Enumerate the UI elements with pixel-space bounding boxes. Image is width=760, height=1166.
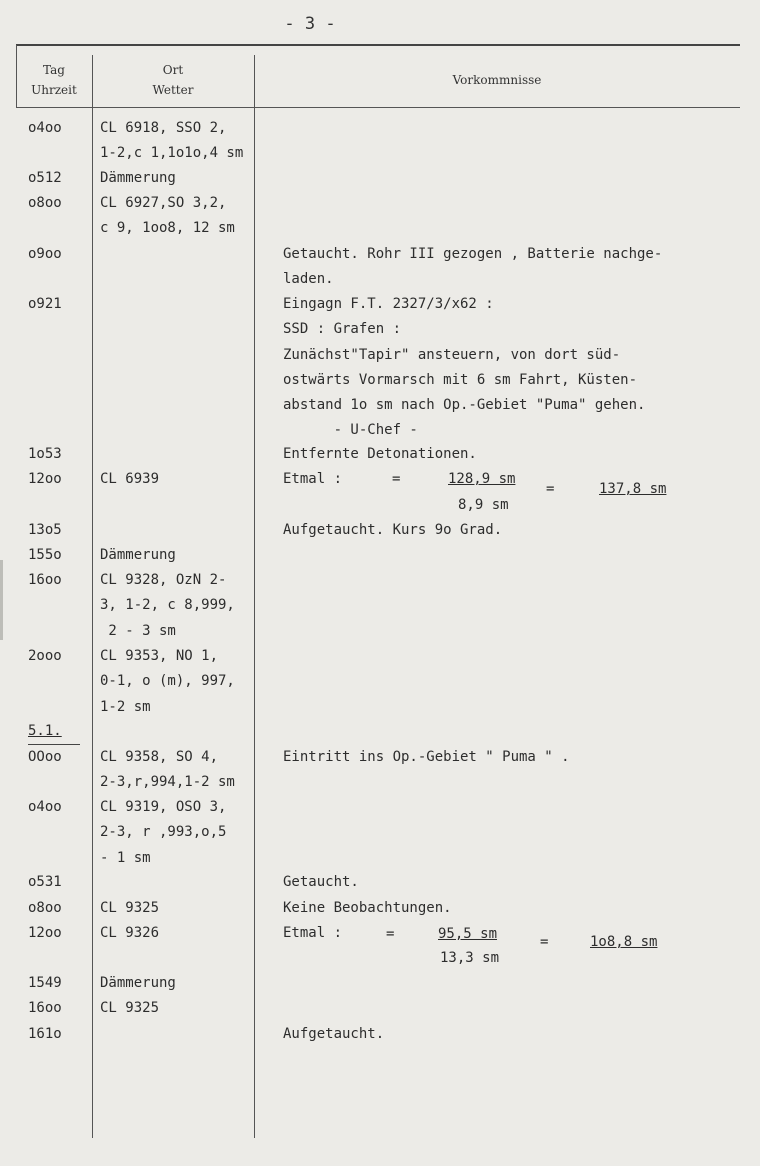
- etmal-2-numerator: 95,5 sm: [438, 926, 498, 942]
- log-location-weather: [100, 745, 235, 796]
- location-line: CL 6918, SSO 2,: [100, 120, 227, 136]
- log-time: o8oo: [28, 195, 62, 211]
- log-location-weather: [100, 166, 176, 191]
- log-location-weather: [100, 896, 159, 921]
- location-line: CL 9325: [100, 1000, 160, 1016]
- log-time: 155o: [28, 547, 62, 563]
- column-divider-2: [254, 55, 255, 1138]
- page-number: - 3 -: [284, 14, 336, 34]
- date-underline: [28, 744, 80, 745]
- location-line: CL 6927,SO 3,2,: [100, 195, 227, 211]
- header-uhrzeit: Uhrzeit: [31, 83, 77, 97]
- event-line: ostwärts Vormarsch mit 6 sm Fahrt, Küsten-: [283, 371, 638, 388]
- location-line: CL 9358, SO 4,: [100, 749, 219, 765]
- log-time: 16oo: [28, 572, 62, 588]
- header-ort: Ort: [162, 63, 184, 77]
- event-line: Aufgetaucht. Kurs 9o Grad.: [283, 522, 503, 538]
- log-time: o9oo: [28, 246, 62, 262]
- log-event: [283, 1022, 384, 1047]
- log-event: [283, 921, 342, 946]
- location-line: c 9, 1oo8, 12 sm: [100, 220, 235, 237]
- location-line: 2-3,r,994,1-2 sm: [100, 774, 235, 791]
- event-line: Getaucht. Rohr III gezogen , Batterie nachge-: [283, 246, 663, 262]
- etmal-2-eq: =: [386, 926, 395, 942]
- location-line: Dämmerung: [100, 547, 176, 563]
- etmal-2-eq2: =: [540, 934, 549, 950]
- event-line: Etmal :: [283, 471, 343, 487]
- event-line: Zunächst"Tapir" ansteuern, von dort süd-: [283, 346, 621, 363]
- event-line: Getaucht.: [283, 874, 359, 890]
- log-location-weather: [100, 467, 159, 492]
- top-rule: [16, 44, 740, 46]
- location-line: CL 9353, NO 1,: [100, 648, 219, 664]
- log-location-weather: [100, 116, 243, 167]
- log-location-weather: [100, 996, 159, 1021]
- log-time: OOoo: [28, 749, 62, 765]
- log-location-weather: [100, 568, 235, 644]
- log-time: 2ooo: [28, 648, 62, 664]
- date-marker: 5.1.: [28, 723, 62, 739]
- header-tag: Tag: [43, 63, 65, 77]
- header-ort-wetter: [92, 60, 254, 100]
- log-time: o8oo: [28, 900, 62, 916]
- page-edge-mark: [0, 560, 3, 640]
- log-event: [283, 442, 477, 467]
- log-time: o531: [28, 874, 62, 890]
- event-line: Etmal :: [283, 925, 343, 941]
- location-line: 0-1, o (m), 997,: [100, 673, 235, 690]
- event-line: SSD : Grafen :: [283, 321, 402, 338]
- event-line: Entfernte Detonationen.: [283, 446, 477, 462]
- log-time: o4oo: [28, 120, 62, 136]
- location-line: 1-2,c 1,1o1o,4 sm: [100, 145, 244, 162]
- header-rule: [16, 107, 740, 108]
- log-event: [283, 745, 570, 770]
- location-line: - 1 sm: [100, 849, 151, 866]
- location-line: 1-2 sm: [100, 698, 151, 715]
- etmal-1-eq2: =: [546, 481, 555, 497]
- header-wetter: Wetter: [152, 83, 194, 97]
- location-line: CL 9328, OzN 2-: [100, 572, 227, 588]
- log-event: [283, 896, 452, 921]
- log-event: [283, 518, 502, 543]
- log-location-weather: [100, 543, 176, 568]
- log-event: [283, 292, 645, 444]
- location-line: CL 9326: [100, 925, 160, 941]
- event-line: abstand 1o sm nach Op.-Gebiet "Puma" gehen.: [283, 397, 646, 414]
- log-time: 13o5: [28, 522, 62, 538]
- header-tag-uhrzeit: [16, 60, 92, 100]
- header-vorkommnisse: Vorkommnisse: [452, 73, 542, 87]
- log-time: 12oo: [28, 925, 62, 941]
- event-line: Eintritt ins Op.-Gebiet " Puma " .: [283, 749, 570, 765]
- log-location-weather: [100, 921, 159, 946]
- location-line: CL 9319, OSO 3,: [100, 799, 227, 815]
- location-line: Dämmerung: [100, 975, 176, 991]
- event-line: Aufgetaucht.: [283, 1026, 385, 1042]
- log-time: o4oo: [28, 799, 62, 815]
- log-event: [283, 870, 359, 895]
- log-time: 1549: [28, 975, 62, 991]
- etmal-1-denominator: 8,9 sm: [458, 497, 509, 513]
- log-location-weather: [100, 971, 176, 996]
- location-line: 2 - 3 sm: [100, 622, 176, 639]
- location-line: CL 6939: [100, 471, 160, 487]
- location-line: 3, 1-2, c 8,999,: [100, 597, 235, 614]
- column-divider-1: [92, 55, 93, 1138]
- etmal-1-total: 137,8 sm: [599, 481, 667, 497]
- log-time: 1o53: [28, 446, 62, 462]
- log-time: 16oo: [28, 1000, 62, 1016]
- log-time: o512: [28, 170, 62, 186]
- event-line: Keine Beobachtungen.: [283, 900, 452, 916]
- event-line: laden.: [283, 271, 334, 288]
- etmal-1-eq: =: [392, 471, 401, 487]
- event-line: Eingagn F.T. 2327/3/x62 :: [283, 296, 494, 312]
- log-time: 161o: [28, 1026, 62, 1042]
- log-location-weather: [100, 795, 226, 871]
- etmal-2-denominator: 13,3 sm: [440, 950, 500, 966]
- log-time: o921: [28, 296, 62, 312]
- event-line: - U-Chef -: [283, 422, 418, 439]
- location-line: Dämmerung: [100, 170, 176, 186]
- log-location-weather: [100, 191, 235, 242]
- log-event: [283, 467, 342, 492]
- etmal-1-numerator: 128,9 sm: [448, 471, 516, 487]
- log-time: 12oo: [28, 471, 62, 487]
- location-line: 2-3, r ,993,o,5: [100, 824, 227, 841]
- log-event: [283, 242, 662, 293]
- location-line: CL 9325: [100, 900, 160, 916]
- log-location-weather: [100, 644, 235, 720]
- etmal-2-total: 1o8,8 sm: [590, 934, 658, 950]
